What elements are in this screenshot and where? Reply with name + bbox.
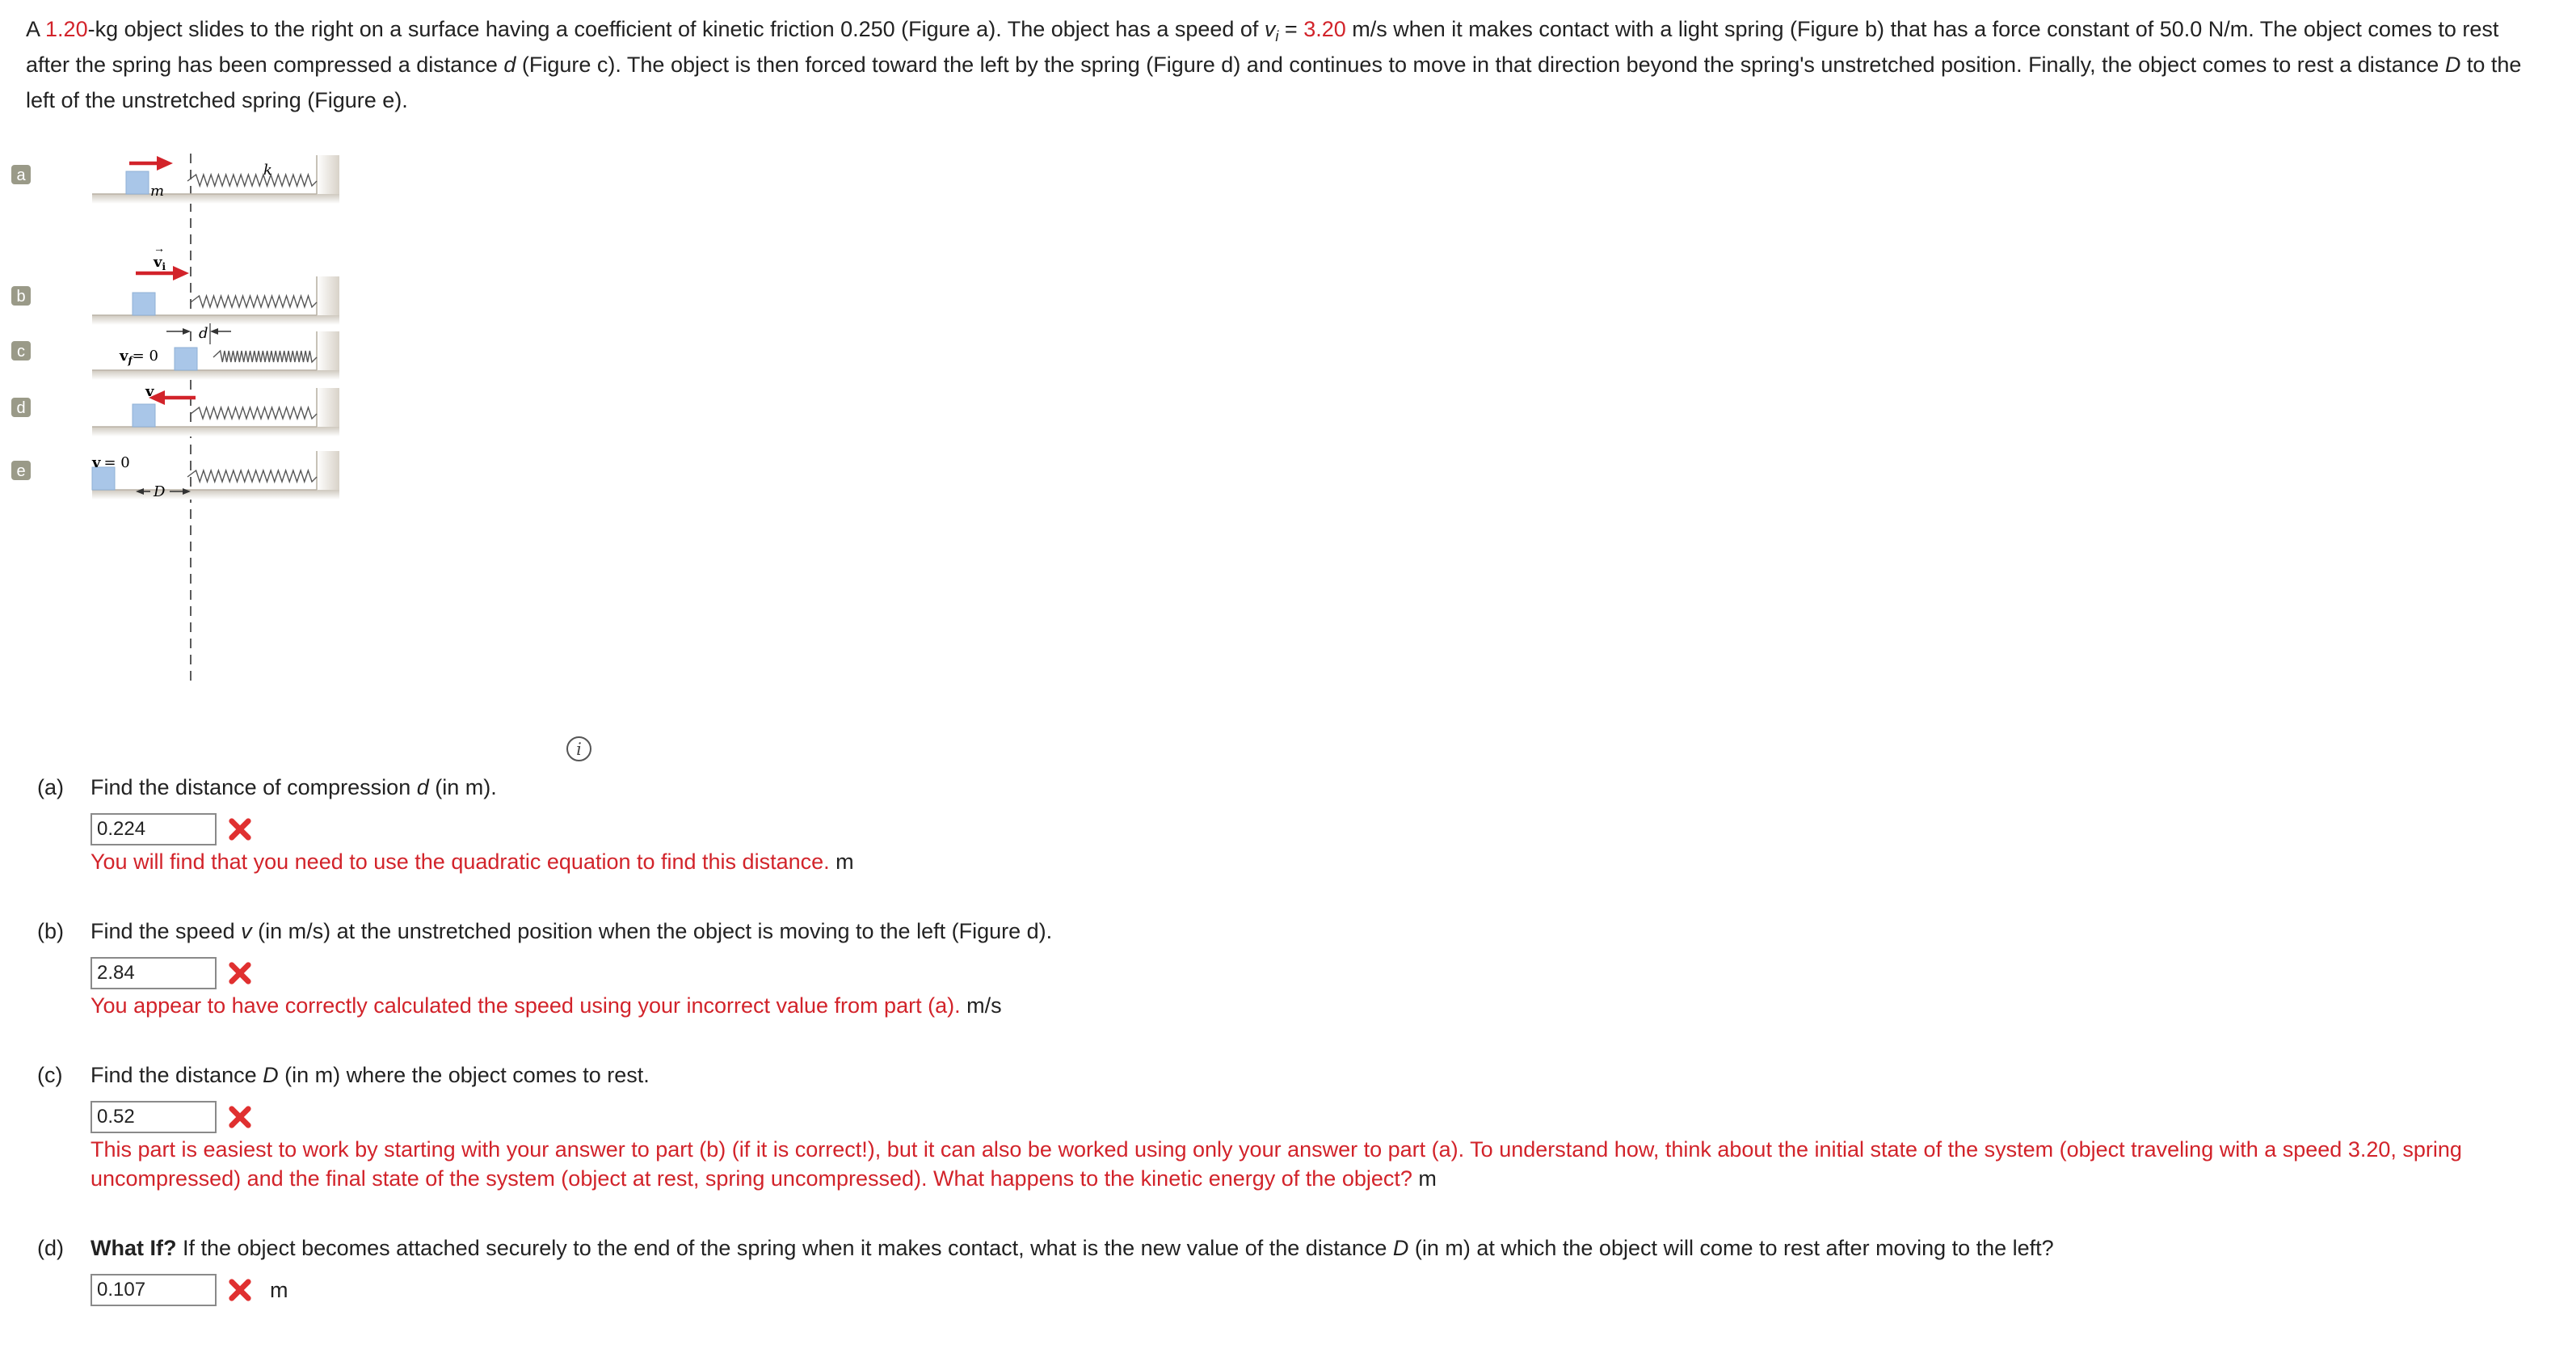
speed-value: 3.20 [1303,17,1346,41]
vf-label: $v_f= 0$ [120,348,158,366]
spring [213,351,317,362]
floor [92,370,339,380]
wall [317,331,339,377]
info-icon[interactable]: i [566,736,591,761]
answer-input-c[interactable] [90,1101,217,1133]
figure-panel-a [92,155,339,204]
panel-label-b [11,286,31,306]
answer-row-a [90,813,254,845]
figure-panel-d [92,388,339,436]
svg-text:d: d [16,399,26,417]
answer-input-b[interactable] [90,957,217,989]
panel-label-d [11,398,31,417]
x-mark-icon [226,1103,254,1131]
spring [191,296,317,307]
floor [92,490,339,500]
x-mark-icon [226,816,254,843]
question-a: (a) Find the distance of compression d (in m). [37,775,497,799]
block [126,171,149,194]
compression-label: d [199,325,208,342]
question-c: (c) Find the distance D (in m) where the object comes to rest. [37,1063,650,1087]
spring [187,175,317,186]
vi-label: $v_i$ [154,254,166,272]
block [175,348,197,370]
answer-row-d [90,1274,288,1306]
panel-label-c [11,341,31,360]
wall [317,155,339,200]
block [133,404,155,427]
wall [317,276,339,322]
x-mark-icon [226,959,254,987]
panel-label-a [11,165,31,184]
v0-label: v = 0 [92,454,130,471]
panel-label-e [11,461,31,480]
floor [92,427,339,436]
unit-d: m [270,1277,288,1302]
spring-constant-label: k [263,162,272,179]
svg-text:b: b [16,288,26,306]
feedback-a: You will find that you need to use the quadratic equation to find this distance. m [90,850,854,874]
mass-value: 1.20 [45,17,88,41]
question-b: (b) Find the speed v (in m/s) at the unstretched position when the object is moving to the left (Figure d). [37,919,1053,943]
block [133,293,155,315]
x-mark-icon [226,1276,254,1304]
floor [92,315,339,325]
floor [92,194,339,204]
spring [187,470,317,482]
wall [317,451,339,496]
mass-label: m [150,183,165,200]
spring [191,407,317,419]
figure-panel-b [92,276,339,325]
answer-input-d[interactable] [90,1274,217,1306]
answer-input-a[interactable] [90,813,217,845]
v-label: v [145,383,154,400]
svg-text:→: → [154,242,165,255]
answer-row-b [90,957,254,989]
svg-text:e: e [16,462,26,480]
problem-statement: A 1.20-kg object slides to the right on a surface having a coefficient of kinetic friction 0.250 (Figure a). The object has a speed of $v_i = 3.20$ m/s when it makes contact with a light spring (Figure b) that has a force constant of 50.0 N/m. The object comes to rest after the spring has been compressed a distance d (Figure c). The object is then forced toward the left by the spring (Figure d) and continues to move in that direction beyond the spring's unstretched position. Finally, the object comes to rest a distance D to the left of the unstretched spring (Figure e). [26,17,2522,112]
feedback-b: You appear to have correctly calculated the speed using your incorrect value from part (a). m/s [90,993,1002,1018]
wall [317,388,339,433]
feedback-c: This part is easiest to work by starting with your answer to part (b) (if it is correct!), but it can also be worked using only your answer to part (a). To understand how, think about the initial state of the system (object traveling with a speed 3.20, spring uncompressed) and the final state of the system (object at rest, spring uncompressed). What happens to the kinetic energy of the object? m [90,1137,2462,1191]
question-d: (d) What If? If the object becomes attached securely to the end of the spring when it makes contact, what is the new value of the distance D (in m) at which the object will come to rest after moving to the left? [37,1236,2054,1260]
answer-row-c [90,1101,254,1133]
rest-distance-label: D [154,483,166,500]
spring-figure [16,137,606,760]
svg-text:c: c [17,343,25,360]
svg-text:a: a [16,167,26,184]
